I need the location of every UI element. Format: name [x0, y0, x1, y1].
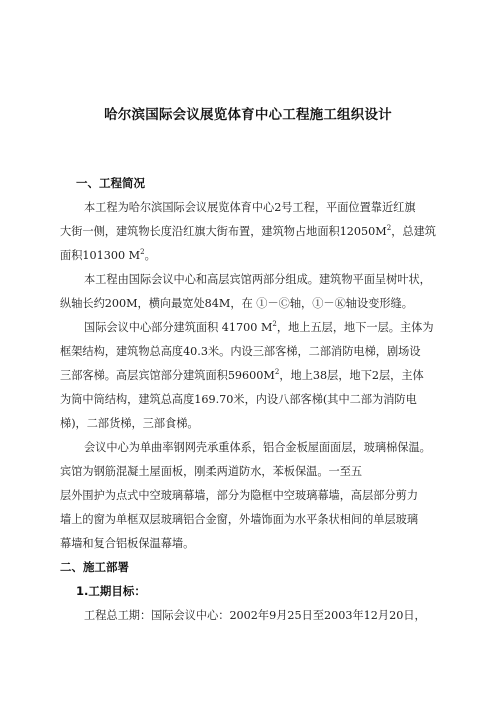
document-title: 哈尔滨国际会议展览体育中心工程施工组织设计: [104, 107, 392, 123]
paragraph-line: 工程总工期：国际会议中心：2002年9月25日至2003年12月20日，: [84, 609, 426, 622]
paragraph-line: 梯)，二部货梯，三部食梯。: [60, 417, 199, 430]
paragraph-line: 会议中心为单曲率钢网壳承重体系，铝合金板屋面面层，玻璃棉保温。: [84, 441, 431, 454]
paragraph-line: 框架结构，建筑物总高度40.3米。内设三部客梯，二部消防电梯，剧场设: [60, 345, 421, 358]
paragraph-line: 墙上的窗为单框双层玻璃铝合金窗，外墙饰面为水平条状相间的单层玻璃: [60, 513, 419, 526]
paragraph-line: 本工程为哈尔滨国际会议展览体育中心2号工程，平面位置靠近红旗: [84, 201, 416, 214]
paragraph-line: 层外围护为点式中空玻璃幕墙，部分为隐框中空玻璃幕墙，高层部分剪力: [60, 489, 419, 502]
paragraph-line: 纵轴长约200M，横向最宽处84M，在 ①－Ⓒ轴，①－Ⓚ轴设变形缝。: [60, 297, 413, 310]
paragraph-line: 三部客梯。高层宾馆部分建筑面积$59600M^2$，地上38层，地下2层，主体: [60, 368, 424, 382]
paragraph-line: 大街一侧，建筑物长度沿红旗大街布置，建筑物占地面积$12050M^2$，总建筑: [60, 224, 436, 238]
paragraph-line: 幕墙和复合铝板保温幕墙。: [60, 537, 195, 550]
section-heading-overview: 一、工程简况: [76, 176, 145, 190]
paragraph-line: 面积101300 $M^2$。: [60, 248, 156, 262]
paragraph-line: 宾馆为钢筋混凝土屋面板，刚柔两道防水，苯板保温。一至五: [60, 465, 363, 478]
paragraph-line: 为筒中筒结构，建筑总高度169.70米，内设八部客梯(其中二部为消防电: [60, 393, 417, 406]
paragraph-line: 本工程由国际会议中心和高层宾馆两部分组成。建筑物平面呈树叶状，: [84, 273, 431, 286]
paragraph-line: 国际会议中心部分建筑面积 41700 $M^2$，地上五层，地下一层。主体为: [84, 320, 434, 334]
section-heading-deployment: 二、施工部署: [60, 560, 129, 574]
subsection-heading-schedule: 1.工期目标：: [76, 584, 146, 598]
